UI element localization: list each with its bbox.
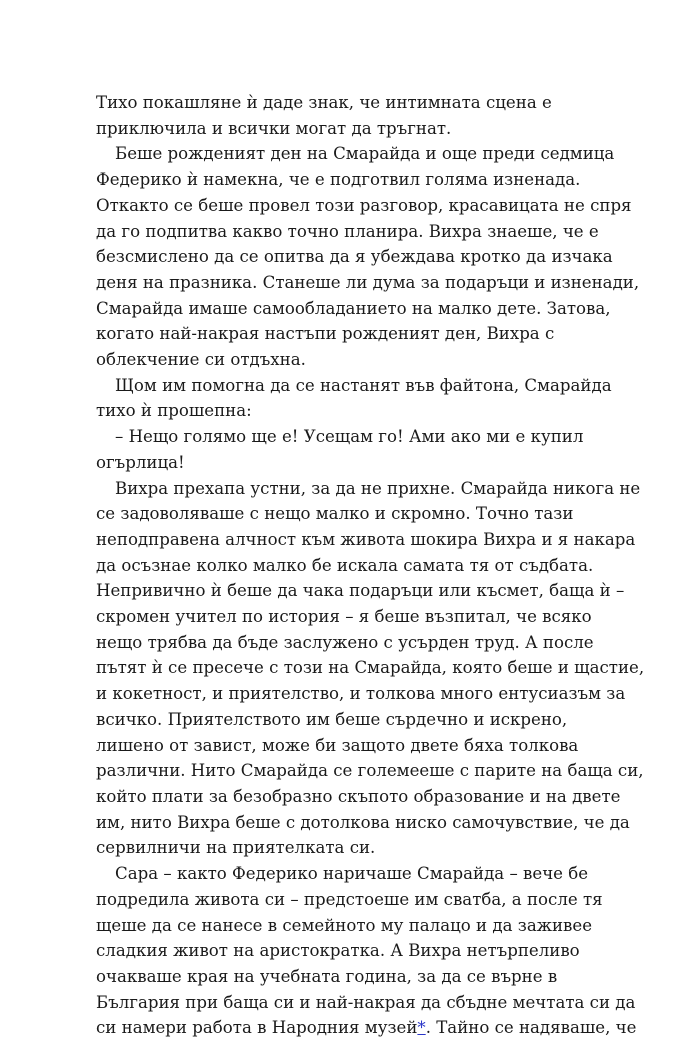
text-line: сервилничи на приятелката си.: [96, 838, 376, 858]
text-line: приключила и всички могат да тръгнат.: [96, 118, 452, 138]
text-line: щеше да се нанесе в семейното му палацо и да заживее: [96, 915, 593, 935]
text-line: България при баща си и най-накрая да сбъдне мечтата си да: [96, 992, 636, 1012]
text-line: Смарайда имаше самообладанието на малко дете. Затова,: [96, 298, 611, 318]
text-line: неподправена алчност към живота шокира Вихра и я накара: [96, 529, 636, 549]
text-line: да осъзнае колко малко бе искала самата тя от съдбата.: [96, 555, 594, 575]
text-line: тихо ѝ прошепна:: [96, 401, 252, 421]
text-line: облекчение си отдъхна.: [96, 350, 306, 370]
text-line: лишено от завист, може би защото двете бяха толкова: [96, 735, 579, 755]
text-segment: . Тайно се надяваше, че: [425, 1018, 637, 1038]
text-segment: си намери работа в Народния музей: [96, 1018, 418, 1038]
text-line: и кокетност, и приятелство, и толкова много ентусиазъм за: [96, 684, 626, 704]
text-line: им, нито Вихра беше с дотолкова ниско самочувствие, че да: [96, 812, 630, 832]
text-line: когато най-накрая настъпи рожденият ден, Вихра с: [96, 324, 555, 344]
text-line: Тихо покашляне ѝ даде знак, че интимната сцена е: [96, 93, 552, 112]
text-line: различни. Нито Смарайда се големееше с парите на баща си,: [96, 761, 644, 781]
text-line: Сара – както Федерико наричаше Смарайда – вече бе: [115, 864, 589, 884]
body-text: [96, 90, 645, 1041]
text-line: скромен учител по история – я беше възпитал, че всяко: [96, 607, 592, 627]
text-line: сладкия живот на аристократка. А Вихра нетърпеливо: [96, 941, 580, 961]
text-line: очакваше края на учебната година, за да се върне в: [96, 966, 558, 986]
text-line: се задоволяваше с нещо малко и скромно. Точно тази: [96, 504, 574, 524]
text-line: Вихра прехапа устни, за да не прихне. Смарайда никога не: [115, 478, 641, 498]
text-line: да го подпитва какво точно планира. Вихра знаеше, че е: [96, 221, 599, 241]
text-line: Федерико ѝ намекна, че е подготвил голяма изненада.: [96, 170, 581, 190]
footnote-link[interactable]: *: [417, 1018, 426, 1038]
text-line: Откакто се беше провел този разговор, красавицата не спря: [96, 195, 632, 215]
text-line: Щом им помогна да се настанят във файтона, Смарайда: [115, 375, 612, 395]
text-line: [96, 1015, 637, 1041]
text-line: нещо трябва да бъде заслужено с усърден труд. А после: [96, 632, 594, 652]
text-line: – Нещо голямо ще е! Усещам го! Ами ако ми е купил: [115, 427, 584, 447]
text-line: който плати за безобразно скъпото образование и на двете: [96, 786, 621, 806]
text-line: Беше рожденият ден на Смарайда и още преди седмица: [115, 144, 615, 164]
text-line: подредила живота си – предстоеше им сватба, а после тя: [96, 889, 603, 909]
text-line: всичко. Приятелството им беше сърдечно и искрено,: [96, 709, 568, 729]
text-line: безсмислено да се опитва да я убеждава кротко да изчака: [96, 247, 613, 267]
text-line: огърлица!: [96, 452, 185, 472]
text-line: Непривично ѝ беше да чака подаръци или късмет, баща ѝ –: [96, 581, 625, 601]
text-line: пътят ѝ се пресече с този на Смарайда, която беше и щастие,: [96, 658, 645, 678]
text-line: деня на празника. Станеше ли дума за подаръци и изненади,: [96, 272, 640, 292]
